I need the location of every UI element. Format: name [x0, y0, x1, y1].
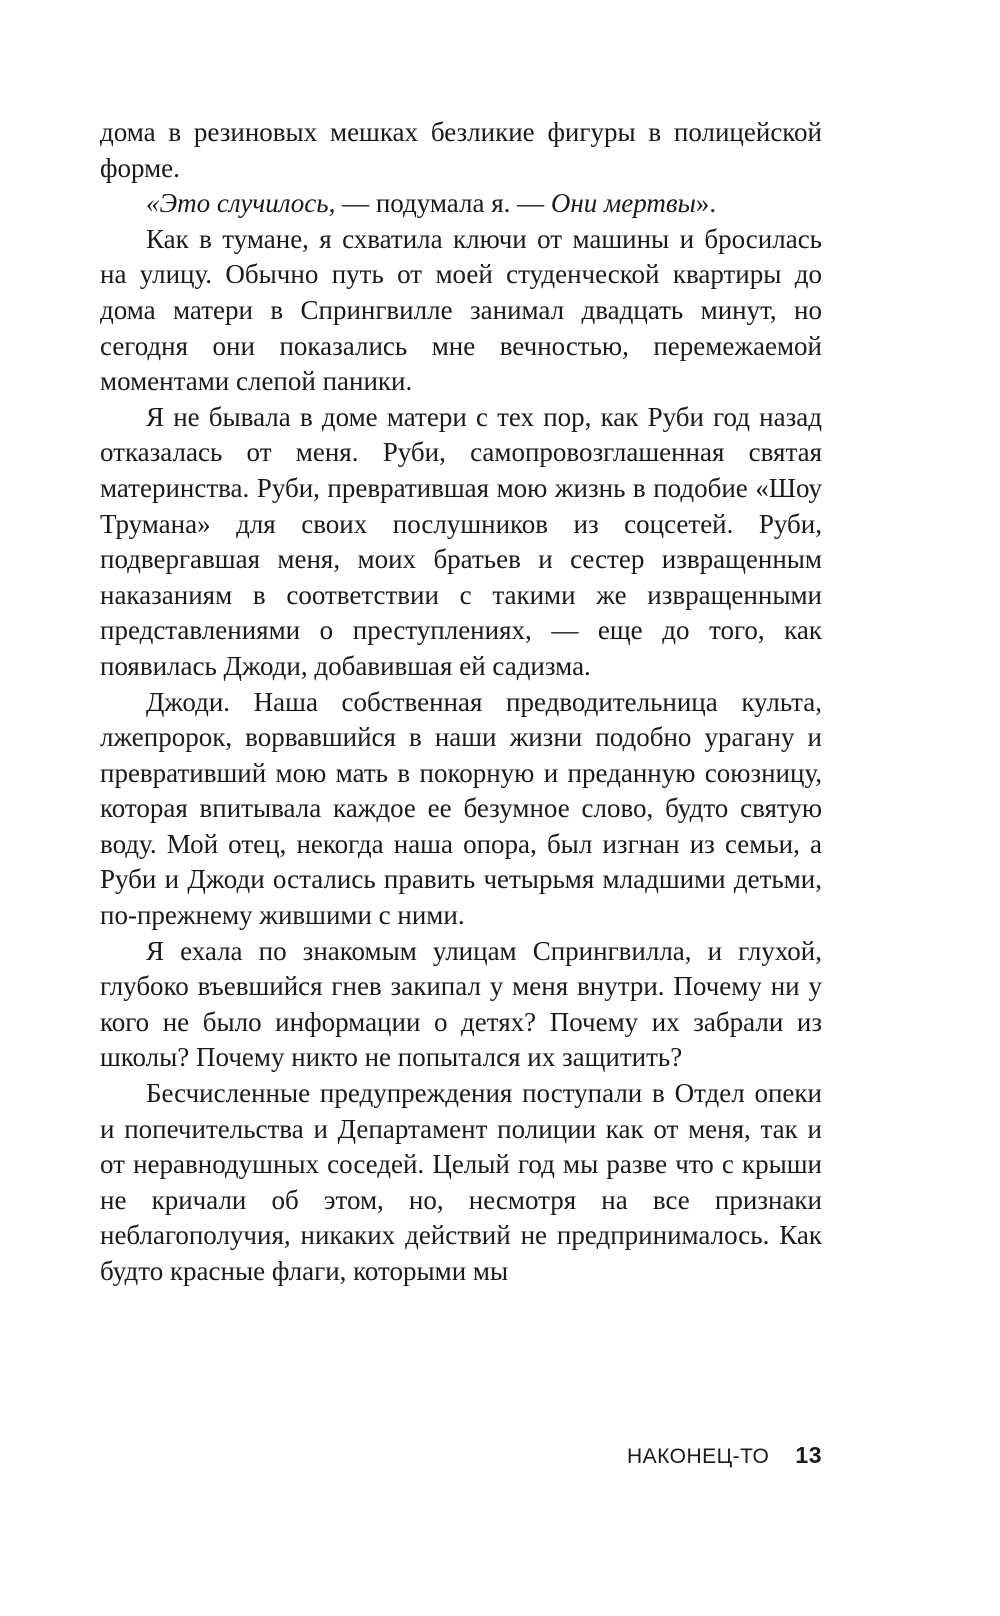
page-body	[100, 115, 822, 1290]
page-number: 13	[795, 1442, 822, 1468]
quote-attribution: — подумала я. —	[335, 188, 551, 219]
quote-italic-end: Они мертвы	[550, 188, 696, 219]
paragraph: Я ехала по знакомым улицам Спрингвилла, и глухой, глубоко въевшийся гнев закипал у меня внутри. Почему ни у кого не было информации о детях? Почему их забрали из школы? Почему никто не попытался их защитить?	[100, 935, 822, 1073]
paragraph: Я не бывала в доме матери с тех пор, как Руби год назад отказалась от меня. Руби, самопровозглашенная святая материнства. Руби, превратившая мою жизнь в подобие «Шоу Трумана» для своих послушников из соцсетей. Руби, подвергавшая меня, моих братьев и сестер извращенным наказаниям в соответствии с такими же извращенными представлениями о преступлениях, — еще до того, как появилась Джоди, добавившая ей садизма.	[100, 401, 822, 681]
paragraph-continuation: дома в резиновых мешках безликие фигуры в полицейской форме.	[100, 117, 822, 183]
page-footer	[627, 1442, 822, 1469]
paragraph: Джоди. Наша собственная предводительница культа, лжепророк, ворвавшийся в наши жизни подобно урагану и превративший мою мать в покорную и преданную союзницу, которая впитывала каждое ее безумное слово, будто святую воду. Мой отец, некогда наша опора, был изгнан из семьи, а Руби и Джоди остались править четырьмя младшими детьми, по-прежнему жившими с ними.	[100, 686, 822, 931]
quote-italic-start: «Это случилось,	[146, 188, 336, 219]
paragraph: Бесчисленные предупреждения поступали в Отдел опеки и попечительства и Департамент полиции как от меня, так и от неравнодушных соседей. Целый год мы разве что с крыши не кричали об этом, но, несмотря на все признаки неблагополучия, никаких действий не предпринималось. Как будто красные флаги, которыми мы	[100, 1078, 822, 1286]
paragraph-quote	[100, 186, 822, 222]
paragraph: Как в тумане, я схватила ключи от машины и бросилась на улицу. Обычно путь от моей студенческой квартиры до дома матери в Спрингвилле занимал двадцать минут, но сегодня они показались мне вечностью, перемежаемой моментами слепой паники.	[100, 223, 822, 397]
running-title: НАКОНЕЦ-ТО	[626, 1445, 770, 1468]
quote-closing-mark: ».	[695, 188, 717, 219]
